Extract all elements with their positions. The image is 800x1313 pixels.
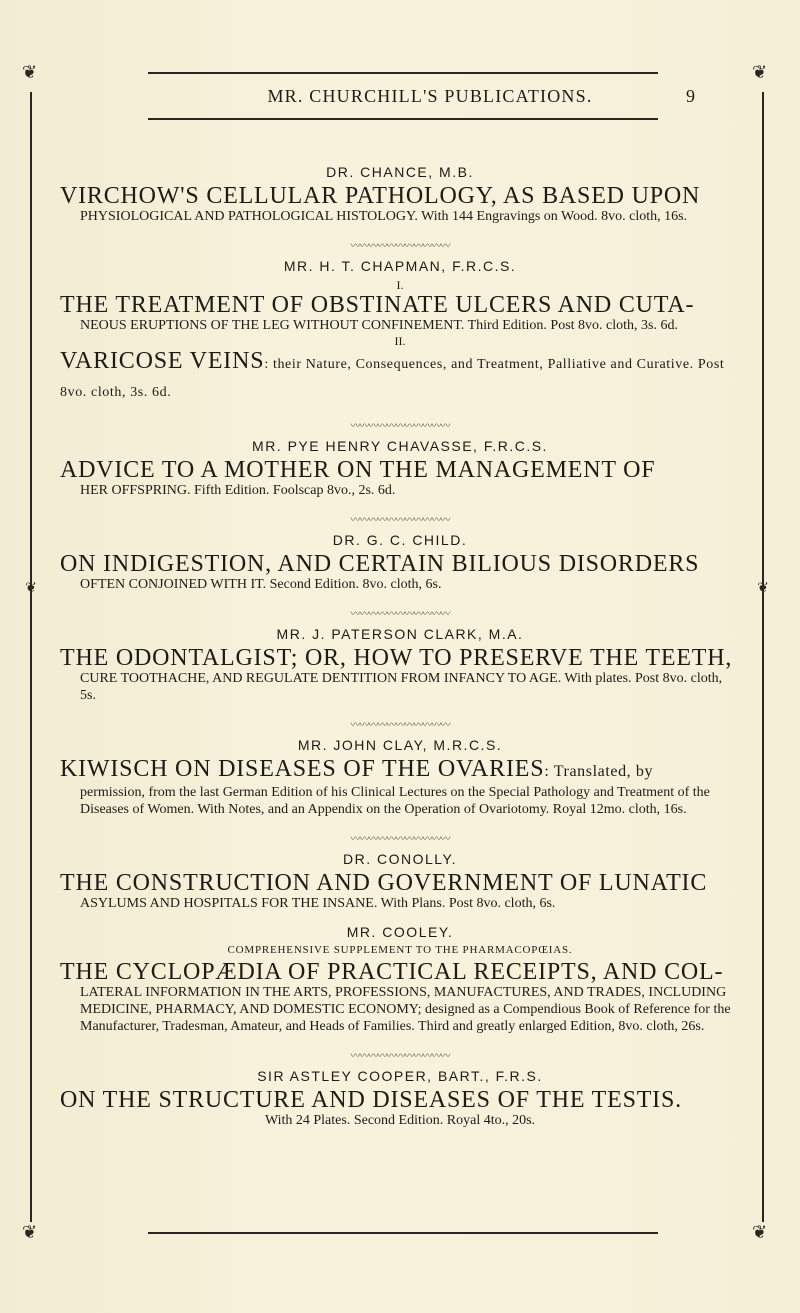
header-rule — [148, 118, 658, 120]
divider-squiggle: 〰〰〰〰〰〰〰〰〰〰〰 — [350, 241, 450, 252]
book-title: ON THE STRUCTURE AND DISEASES OF THE TESTIS. — [60, 1087, 682, 1113]
book-title: THE ODONTALGIST; OR, HOW TO PRESERVE THE TEETH, — [60, 645, 733, 671]
entry-chapman — [60, 258, 740, 405]
numeral: II. — [394, 334, 406, 348]
entry-clark — [60, 626, 740, 704]
author: DR. CHANCE, M.B. — [326, 164, 474, 180]
side-ornament-left-icon: ❦ — [25, 580, 37, 596]
author: DR. G. C. CHILD. — [332, 532, 468, 548]
book-title: THE TREATMENT OF OBSTINATE ULCERS AND CUTA- — [60, 292, 695, 318]
divider-squiggle: 〰〰〰〰〰〰〰〰〰〰〰 — [350, 1051, 450, 1062]
book-title: KIWISCH ON DISEASES OF THE OVARIES: Translated, by — [60, 756, 654, 782]
entry-conolly — [60, 851, 740, 912]
book-description: OFTEN CONJOINED WITH IT. Second Edition. 8vo. cloth, 6s. — [80, 577, 442, 592]
supplement-note: COMPREHENSIVE SUPPLEMENT TO THE PHARMACOPŒIAS. — [227, 944, 573, 956]
book-title: THE CONSTRUCTION AND GOVERNMENT OF LUNATIC — [60, 870, 708, 896]
running-title: MR. CHURCHILL'S PUBLICATIONS. — [267, 86, 593, 106]
book-description: With 24 Plates. Second Edition. Royal 4to., 20s. — [264, 1113, 536, 1128]
corner-ornament-bottom-right-icon: ❦ — [752, 1222, 768, 1243]
top-rule — [148, 72, 658, 74]
divider-squiggle: 〰〰〰〰〰〰〰〰〰〰〰 — [350, 609, 450, 620]
author: DR. CONOLLY. — [343, 851, 457, 867]
book-description: NEOUS ERUPTIONS OF THE LEG WITHOUT CONFINEMENT. Third Edition. Post 8vo. cloth, 3s. 6d. — [80, 318, 678, 333]
book-title: ON INDIGESTION, AND CERTAIN BILIOUS DISORDERS — [60, 551, 700, 577]
book-description: LATERAL INFORMATION IN THE ARTS, PROFESSIONS, MANUFACTURES, AND TRADES, INCLUDING MEDICINE, PHARMACY, AND DOMESTIC ECONOMY; designed as a Compendious Book of Reference for the Manufacturer, Tradesman, Amateur, and Heads of Families. Third and greatly enlarged Edition, 8vo. cloth, 26s. — [80, 985, 731, 1034]
entry-cooley — [60, 924, 740, 1035]
book-description: CURE TOOTHACHE, AND REGULATE DENTITION FROM INFANCY TO AGE. With plates. Post 8vo. cloth, 5s. — [80, 671, 723, 703]
book-title: ADVICE TO A MOTHER ON THE MANAGEMENT OF — [60, 457, 656, 483]
entry-cooper — [60, 1068, 740, 1129]
entry-chance — [60, 164, 740, 225]
author: MR. H. T. CHAPMAN, F.R.C.S. — [283, 258, 517, 274]
divider-squiggle: 〰〰〰〰〰〰〰〰〰〰〰 — [350, 515, 450, 526]
left-border-line — [30, 92, 32, 1222]
author: MR. PYE HENRY CHAVASSE, F.R.C.S. — [252, 438, 548, 454]
book-description: HER OFFSPRING. Fifth Edition. Foolscap 8vo., 2s. 6d. — [80, 483, 396, 498]
page-number: 9 — [686, 86, 695, 106]
author: SIR ASTLEY COOPER, BART., F.R.S. — [257, 1068, 543, 1084]
book-description: PHYSIOLOGICAL AND PATHOLOGICAL HISTOLOGY. With 144 Engravings on Wood. 8vo. cloth, 16s. — [80, 209, 688, 224]
numeral: I. — [396, 278, 404, 292]
book-description: ASYLUMS AND HOSPITALS FOR THE INSANE. With Plans. Post 8vo. cloth, 6s. — [80, 896, 556, 911]
bottom-rule — [148, 1232, 658, 1234]
corner-ornament-top-right-icon: ❦ — [752, 62, 768, 83]
entry-chavasse — [60, 438, 740, 499]
divider-squiggle: 〰〰〰〰〰〰〰〰〰〰〰 — [350, 421, 450, 432]
corner-ornament-top-left-icon: ❦ — [22, 62, 38, 83]
author: MR. JOHN CLAY, M.R.C.S. — [297, 737, 503, 753]
book-description: permission, from the last German Edition of his Clinical Lectures on the Special Pathology and Treatment of the Diseases of Women. With Notes, and an Appendix on the Operation of Ovariotomy. Royal 12mo. cloth, 16s. — [80, 785, 710, 817]
book-title: VIRCHOW'S CELLULAR PATHOLOGY, AS BASED UPON — [60, 183, 701, 209]
divider-squiggle: 〰〰〰〰〰〰〰〰〰〰〰 — [350, 834, 450, 845]
right-border-line — [762, 92, 764, 1222]
author: MR. COOLEY. — [346, 924, 454, 940]
publication-list — [60, 164, 740, 1141]
book-title: THE CYCLOPÆDIA OF PRACTICAL RECEIPTS, AND COL- — [60, 959, 724, 985]
entry-clay — [60, 737, 740, 818]
entry-child — [60, 532, 740, 593]
corner-ornament-bottom-left-icon: ❦ — [22, 1222, 38, 1243]
side-ornament-right-icon: ❦ — [757, 580, 769, 596]
author: MR. J. PATERSON CLARK, M.A. — [276, 626, 524, 642]
divider-squiggle: 〰〰〰〰〰〰〰〰〰〰〰 — [350, 720, 450, 731]
book-title: VARICOSE VEINS: their Nature, Consequences, and Treatment, Palliative and Curative. Post 8vo. cloth, 3s. 6d. — [60, 348, 725, 400]
